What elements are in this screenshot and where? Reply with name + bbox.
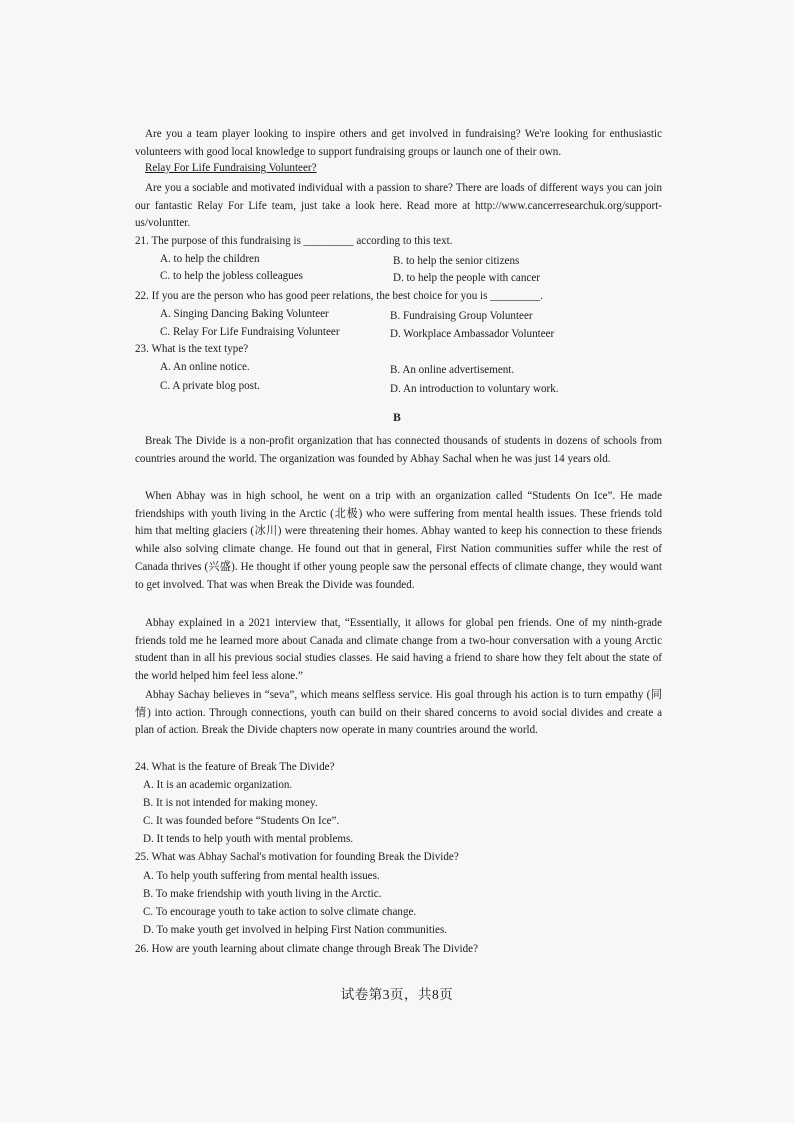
option-25-a: A. To help youth suffering from mental health issues.: [143, 870, 380, 882]
question-stem: What was Abhay Sachal's motivation for founding Break the Divide?: [151, 851, 459, 863]
option-21-c: C. to help the jobless colleagues: [160, 270, 303, 282]
option-24-c: C. It was founded before “Students On Ice”.: [143, 815, 340, 827]
question-number: 26.: [135, 943, 149, 955]
page-footer: 试卷第3页，共8页: [340, 987, 454, 1002]
question-23: [135, 341, 248, 358]
question-stem: What is the text type?: [151, 343, 249, 355]
option-21-b: B. to help the senior citizens: [393, 255, 520, 267]
option-25-b: B. To make friendship with youth living in the Arctic.: [143, 888, 382, 900]
question-number: 24.: [135, 761, 149, 773]
passage-b-paragraph-2: When Abhay was in high school, he went on a trip with an organization called “Students On Ice”. He made friendships with youth living in the Arctic (北极) who were suffering from mental health issues. These friends told him that melting glaciers (冰川) were threatening their homes. Abhay wanted to keep his connection to these friends while also solving climate change. He found out that in general, First Nation communities suffer while the rest of Canada thrives (兴盛). He thought if other young people saw the personal effects of climate change, they would want to get involved. That was when Break the Divide was founded.: [135, 490, 662, 591]
question-25: [135, 849, 459, 866]
option-23-a: A. An online notice.: [160, 361, 250, 373]
option-25-c: C. To encourage youth to take action to solve climate change.: [143, 906, 417, 918]
intro-paragraph: Are you a team player looking to inspire others and get involved in fundraising? We're looking for enthusiastic volunteers with good local knowledge to support fundraising groups or launch one of their own.: [135, 128, 662, 158]
passage-b-paragraph-3: Abhay explained in a 2021 interview that, “Essentially, it allows for global pen friends. One of my ninth-grade friends told me he learned more about Canada and climate change from a two-hour conversation with a young Arctic student than in all his previous social studies classes. He said having a friend to share how they felt about the state of the world helped him feel less alone.”: [135, 617, 662, 683]
option-22-c: C. Relay For Life Fundraising Volunteer: [160, 326, 340, 338]
option-21-d: D. to help the people with cancer: [393, 272, 540, 284]
question-number: 25.: [135, 851, 149, 863]
question-number: 21.: [135, 235, 149, 247]
passage-b-paragraph-4: Abhay Sachay believes in “seva”, which means selfless service. His goal through his action is to turn empathy (同情) into action. Through connections, youth can build on their shared concerns to avoid social divides and create a plan of action. Break the Divide chapters now operate in many countries around the world.: [135, 689, 662, 737]
option-25-d: D. To make youth get involved in helping First Nation communities.: [143, 924, 448, 936]
relay-title: Relay For Life Fundraising Volunteer?: [145, 162, 317, 174]
question-22: [135, 288, 543, 305]
option-23-d: D. An introduction to voluntary work.: [390, 383, 559, 395]
relay-paragraph: Are you a sociable and motivated individual with a passion to share? There are loads of different ways you can join our fantastic Relay For Life team, just take a look here. Read more at http://www.cancerresearchuk.org/support-us/voluntter.: [135, 182, 662, 230]
option-24-b: B. It is not intended for making money.: [143, 797, 318, 809]
option-21-a: A. to help the children: [160, 253, 260, 265]
question-stem: If you are the person who has good peer relations, the best choice for you is _________.: [151, 290, 543, 302]
question-21: [135, 233, 452, 250]
section-b-heading: B: [393, 412, 401, 424]
question-26: [135, 941, 478, 958]
question-stem: What is the feature of Break The Divide?: [151, 761, 335, 773]
question-number: 22.: [135, 290, 149, 302]
option-22-b: B. Fundraising Group Volunteer: [390, 310, 533, 322]
option-24-d: D. It tends to help youth with mental problems.: [143, 833, 354, 845]
passage-b-paragraph-1: Break The Divide is a non-profit organization that has connected thousands of students in dozens of schools from countries around the world. The organization was founded by Abhay Sachal when he was just 14 years old.: [135, 435, 662, 465]
question-24: [135, 759, 335, 776]
option-23-b: B. An online advertisement.: [390, 364, 515, 376]
option-24-a: A. It is an academic organization.: [143, 779, 293, 791]
option-22-a: A. Singing Dancing Baking Volunteer: [160, 308, 329, 320]
option-23-c: C. A private blog post.: [160, 380, 260, 392]
question-number: 23.: [135, 343, 149, 355]
question-stem: The purpose of this fundraising is _________ according to this text.: [151, 235, 453, 247]
question-stem: How are youth learning about climate change through Break The Divide?: [151, 943, 478, 955]
option-22-d: D. Workplace Ambassador Volunteer: [390, 328, 555, 340]
